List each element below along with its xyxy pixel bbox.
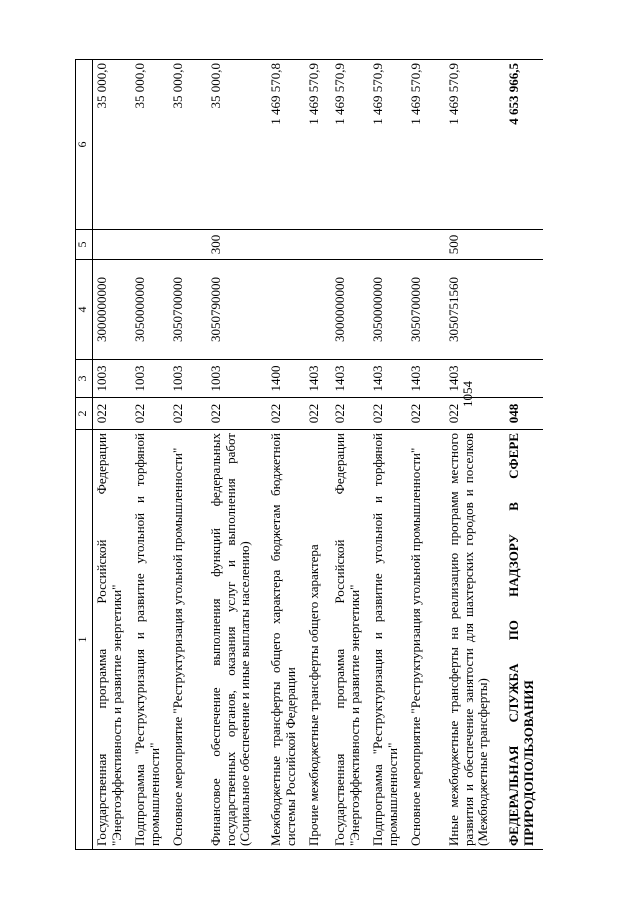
table-row — [267, 60, 305, 850]
row-vr — [267, 230, 305, 260]
row-name: Иные межбюджетные трансферты на реализацию программ местного развития и обеспечение занятости для шахтерских городов и поселков (Межбюджетные трансферты) — [445, 430, 505, 850]
table-row — [131, 60, 169, 850]
row-sum: 35 000,0 — [207, 60, 267, 230]
table-row — [207, 60, 267, 850]
row-rz: 1403 — [445, 360, 505, 398]
header-col-2: 2 — [76, 398, 93, 430]
row-vr — [93, 230, 132, 260]
table-row — [407, 60, 445, 850]
table-row — [305, 60, 331, 850]
header-col-6: 6 — [76, 60, 93, 230]
row-rz — [505, 360, 543, 398]
table-row — [169, 60, 207, 850]
row-csr: 3050700000 — [407, 260, 445, 360]
page-number: 1054 — [460, 381, 475, 407]
row-name: Государственная программа Российской Федерации "Энергоэффективность и развитие энергетики" — [331, 430, 369, 850]
row-sum: 4 653 966,5 — [505, 60, 543, 230]
row-rz: 1003 — [207, 360, 267, 398]
row-name: Межбюджетные трансферты общего характера бюджетам бюджетной системы Российской Федерации — [267, 430, 305, 850]
row-name: Подпрограмма "Реструктуризация и развитие угольной и торфяной промышленности" — [131, 430, 169, 850]
row-vr — [407, 230, 445, 260]
row-sum: 35 000,0 — [169, 60, 207, 230]
row-csr: 3050700000 — [169, 260, 207, 360]
row-vr — [305, 230, 331, 260]
row-name: Государственная программа Российской Федерации "Энергоэффективность и развитие энергетики" — [93, 430, 132, 850]
table-row — [331, 60, 369, 850]
row-rz: 1403 — [331, 360, 369, 398]
row-grbs: 048 — [505, 398, 543, 430]
row-sum: 1 469 570,9 — [369, 60, 407, 230]
header-col-5: 5 — [76, 230, 93, 260]
row-vr — [369, 230, 407, 260]
row-csr: 3050790000 — [207, 260, 267, 360]
row-grbs: 022 — [267, 398, 305, 430]
row-rz: 1003 — [169, 360, 207, 398]
row-sum: 1 469 570,8 — [267, 60, 305, 230]
row-sum: 1 469 570,9 — [331, 60, 369, 230]
row-grbs: 022 — [207, 398, 267, 430]
row-csr — [267, 260, 305, 360]
row-vr — [169, 230, 207, 260]
header-col-4: 4 — [76, 260, 93, 360]
row-grbs: 022 — [93, 398, 132, 430]
row-csr: 3000000000 — [331, 260, 369, 360]
row-sum: 35 000,0 — [131, 60, 169, 230]
row-grbs: 022 — [169, 398, 207, 430]
row-sum: 35 000,0 — [93, 60, 132, 230]
row-name: Подпрограмма "Реструктуризация и развитие угольной и торфяной промышленности" — [369, 430, 407, 850]
rotated-table-container — [75, 60, 595, 850]
row-grbs: 022 — [331, 398, 369, 430]
row-csr: 3050000000 — [369, 260, 407, 360]
row-vr: 300 — [207, 230, 267, 260]
row-name: Основное мероприятие "Реструктуризация угольной промышленности" — [169, 430, 207, 850]
header-col-3: 3 — [76, 360, 93, 398]
row-rz: 1403 — [369, 360, 407, 398]
row-grbs: 022 — [407, 398, 445, 430]
table-row — [93, 60, 132, 850]
row-csr: 3050000000 — [131, 260, 169, 360]
row-sum: 1 469 570,9 — [445, 60, 505, 230]
row-name: ФЕДЕРАЛЬНАЯ СЛУЖБА ПО НАДЗОРУ В СФЕРЕ ПРИРОДОПОЛЬЗОВАНИЯ — [505, 430, 543, 850]
table-row — [369, 60, 407, 850]
row-grbs: 022 — [369, 398, 407, 430]
row-rz: 1003 — [93, 360, 132, 398]
table-row — [505, 60, 543, 850]
row-sum: 1 469 570,9 — [407, 60, 445, 230]
row-rz: 1400 — [267, 360, 305, 398]
row-csr: 3050751560 — [445, 260, 505, 360]
row-name: Основное мероприятие "Реструктуризация угольной промышленности" — [407, 430, 445, 850]
row-csr — [505, 260, 543, 360]
row-grbs: 022 — [305, 398, 331, 430]
row-grbs: 022 — [131, 398, 169, 430]
row-rz: 1403 — [305, 360, 331, 398]
row-grbs: 022 — [445, 398, 505, 430]
row-rz: 1003 — [131, 360, 169, 398]
header-row — [76, 60, 93, 850]
row-name: Прочие межбюджетные трансферты общего характера — [305, 430, 331, 850]
budget-table — [75, 59, 543, 850]
row-rz: 1403 — [407, 360, 445, 398]
row-csr: 3000000000 — [93, 260, 132, 360]
table-row — [445, 60, 505, 850]
row-vr — [505, 230, 543, 260]
row-csr — [305, 260, 331, 360]
header-col-1: 1 — [76, 430, 93, 850]
row-vr — [131, 230, 169, 260]
row-sum: 1 469 570,9 — [305, 60, 331, 230]
row-name: Финансовое обеспечение выполнения функций федеральных государственных органов, оказания услуг и выполнения работ (Социальное обеспечение и иные выплаты населению) — [207, 430, 267, 850]
row-vr: 500 — [445, 230, 505, 260]
row-vr — [331, 230, 369, 260]
